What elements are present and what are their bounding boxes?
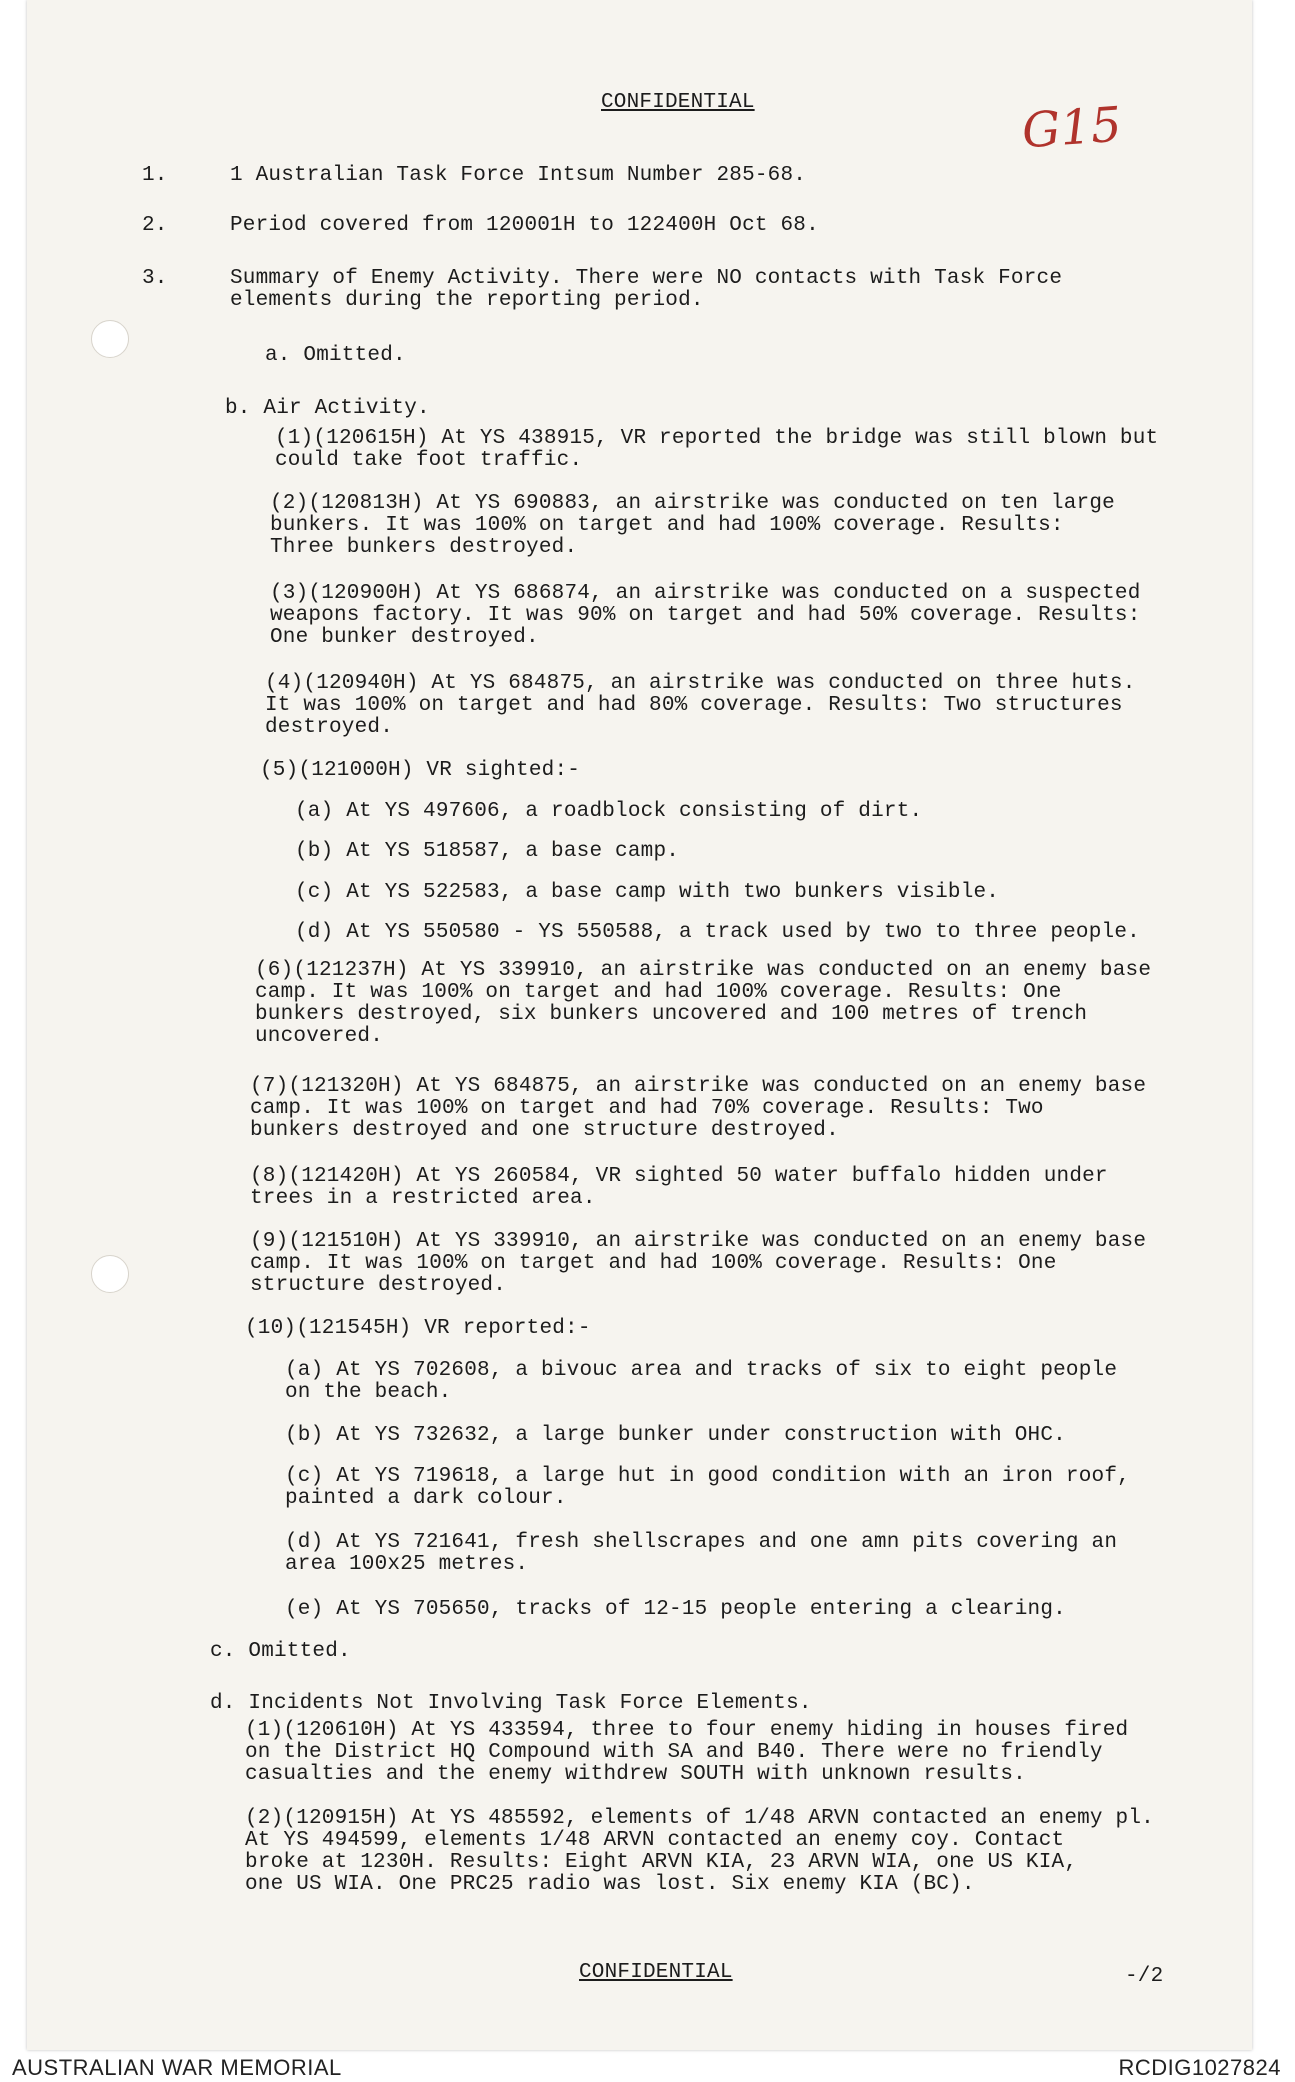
document-line: b. Air Activity. [225, 397, 430, 420]
document-line: (b) At YS 518587, a base camp. [295, 840, 680, 863]
document-line: painted a dark colour. [285, 1487, 567, 1510]
document-line: bunkers. It was 100% on target and had 100% coverage. Results: [270, 514, 1064, 537]
document-line: (2)(120813H) At YS 690883, an airstrike was conducted on ten large [270, 492, 1115, 515]
document-line: camp. It was 100% on target and had 100% coverage. Results: One [250, 1252, 1057, 1275]
document-line: weapons factory. It was 90% on target and had 50% coverage. Results: [270, 604, 1141, 627]
document-line: structure destroyed. [250, 1274, 507, 1297]
document-line: bunkers destroyed and one structure destroyed. [250, 1119, 839, 1142]
document-line: (a) At YS 497606, a roadblock consisting of dirt. [295, 800, 923, 823]
document-line: bunkers destroyed, six bunkers uncovered and 100 metres of trench [255, 1003, 1088, 1026]
header-confidential: CONFIDENTIAL [601, 91, 755, 114]
document-line: (c) At YS 522583, a base camp with two bunkers visible. [295, 881, 1000, 904]
document-line: a. Omitted. [265, 344, 406, 367]
document-line: 2. [142, 214, 168, 237]
document-line: (9)(121510H) At YS 339910, an airstrike was conducted on an enemy base [250, 1230, 1147, 1253]
document-line: casualties and the enemy withdrew SOUTH with unknown results. [245, 1763, 1026, 1786]
document-line: (d) At YS 721641, fresh shellscrapes and one amn pits covering an [285, 1531, 1118, 1554]
document-line: (8)(121420H) At YS 260584, VR sighted 50 water buffalo hidden under [250, 1165, 1108, 1188]
punch-hole [91, 1255, 129, 1293]
document-line: (6)(121237H) At YS 339910, an airstrike was conducted on an enemy base [255, 959, 1152, 982]
document-line: on the District HQ Compound with SA and B40. There were no friendly [245, 1741, 1103, 1764]
page-marker: -/2 [1125, 1965, 1164, 1988]
document-line: 3. [142, 267, 168, 290]
document-line: (1)(120615H) At YS 438915, VR reported the bridge was still blown but [275, 427, 1159, 450]
archive-caption-left: AUSTRALIAN WAR MEMORIAL [12, 2055, 342, 2080]
document-line: destroyed. [265, 716, 394, 739]
document-line: (1)(120610H) At YS 433594, three to four enemy hiding in houses fired [245, 1719, 1129, 1742]
document-line: could take foot traffic. [275, 449, 583, 472]
document-line: (d) At YS 550580 - YS 550588, a track used by two to three people. [295, 921, 1140, 944]
document-line: area 100x25 metres. [285, 1553, 529, 1576]
document-line: (b) At YS 732632, a large bunker under construction with OHC. [285, 1424, 1066, 1447]
document-line: (4)(120940H) At YS 684875, an airstrike was conducted on three huts. [265, 672, 1136, 695]
document-line: Summary of Enemy Activity. There were NO contacts with Task Force [230, 267, 1063, 290]
document-line: (5)(121000H) VR sighted:- [260, 759, 581, 782]
document-line: c. Omitted. [210, 1640, 351, 1663]
document-line: camp. It was 100% on target and had 100% coverage. Results: One [255, 981, 1062, 1004]
footer-confidential: CONFIDENTIAL [579, 1961, 733, 1984]
document-line: Period covered from 120001H to 122400H Oct 68. [230, 214, 819, 237]
punch-hole [91, 320, 129, 358]
document-line: 1 Australian Task Force Intsum Number 285-68. [230, 164, 807, 187]
document-line: (c) At YS 719618, a large hut in good condition with an iron roof, [285, 1465, 1130, 1488]
document-line: (7)(121320H) At YS 684875, an airstrike was conducted on an enemy base [250, 1075, 1147, 1098]
document-line: 1. [142, 164, 168, 187]
document-line: One bunker destroyed. [270, 626, 539, 649]
document-line: It was 100% on target and had 80% coverage. Results: Two structures [265, 694, 1123, 717]
document-line: (e) At YS 705650, tracks of 12-15 people entering a clearing. [285, 1598, 1066, 1621]
document-line: broke at 1230H. Results: Eight ARVN KIA, 23 ARVN WIA, one US KIA, [245, 1851, 1078, 1874]
document-line: (a) At YS 702608, a bivouc area and tracks of six to eight people [285, 1359, 1118, 1382]
document-line: on the beach. [285, 1381, 452, 1404]
document-page [27, 0, 1252, 2050]
handwritten-annotation: G15 [1020, 96, 1124, 160]
document-line: (2)(120915H) At YS 485592, elements of 1/48 ARVN contacted an enemy pl. [245, 1807, 1154, 1830]
document-line: camp. It was 100% on target and had 70% coverage. Results: Two [250, 1097, 1044, 1120]
document-line: uncovered. [255, 1025, 384, 1048]
archive-caption-right: RCDIG1027824 [1118, 2055, 1281, 2080]
document-line: d. Incidents Not Involving Task Force Elements. [210, 1692, 812, 1715]
document-line: trees in a restricted area. [250, 1187, 596, 1210]
document-line: Three bunkers destroyed. [270, 536, 578, 559]
document-line: (3)(120900H) At YS 686874, an airstrike was conducted on a suspected [270, 582, 1141, 605]
document-line: (10)(121545H) VR reported:- [245, 1317, 591, 1340]
document-line: At YS 494599, elements 1/48 ARVN contacted an enemy coy. Contact [245, 1829, 1065, 1852]
document-line: one US WIA. One PRC25 radio was lost. Six enemy KIA (BC). [245, 1873, 975, 1896]
document-line: elements during the reporting period. [230, 289, 704, 312]
